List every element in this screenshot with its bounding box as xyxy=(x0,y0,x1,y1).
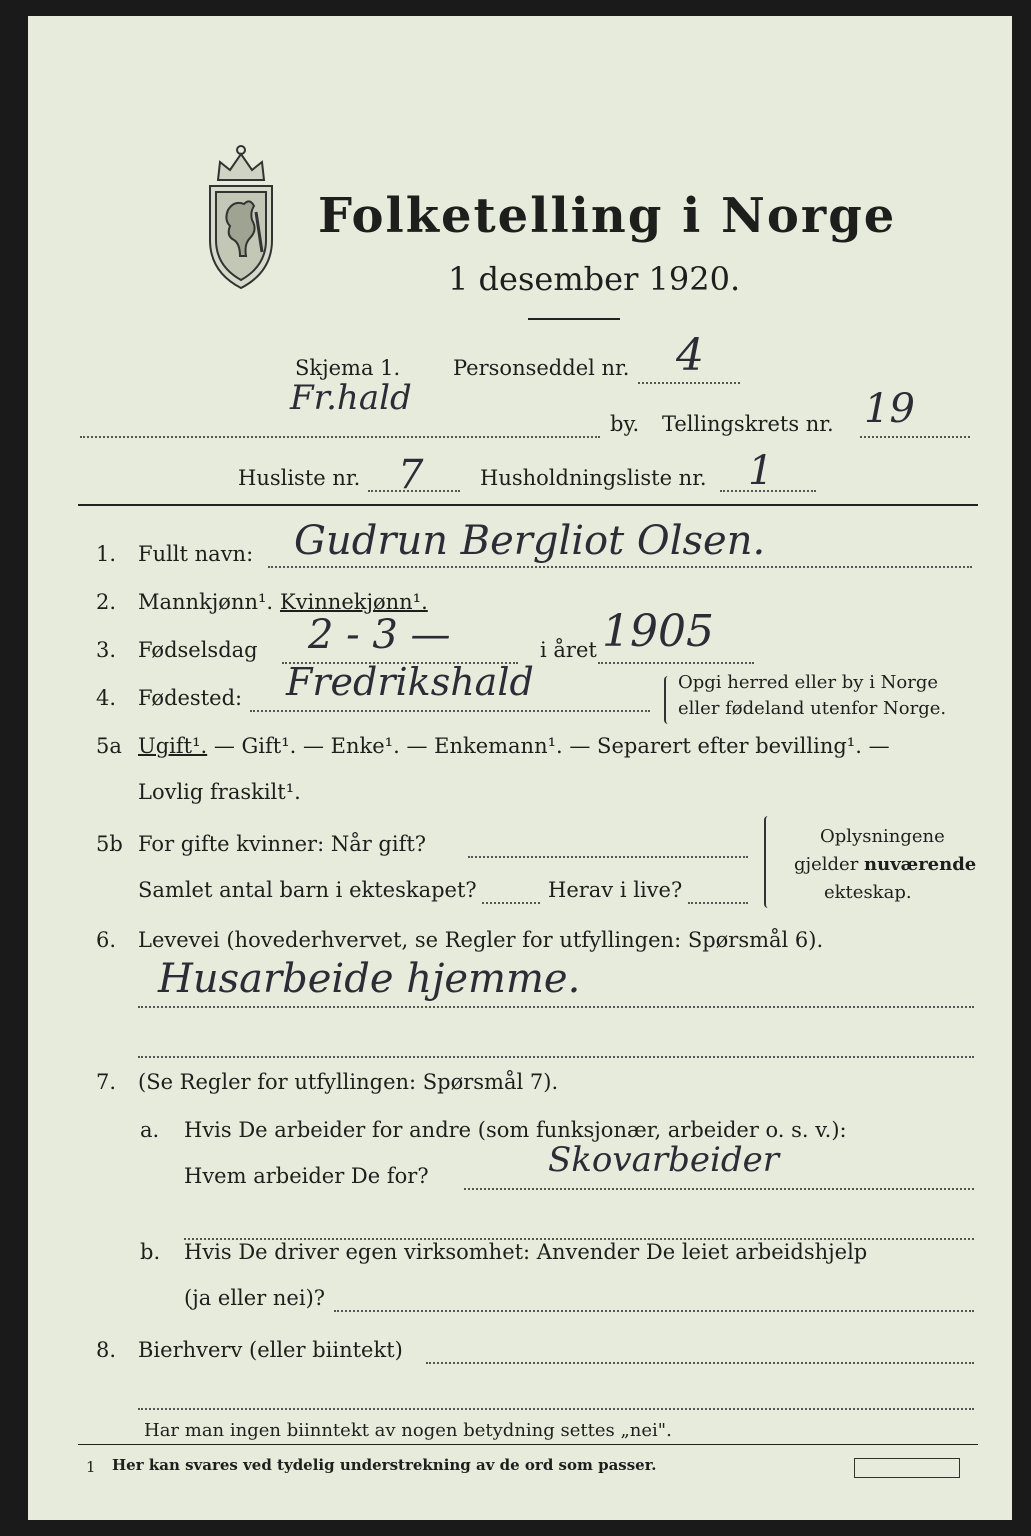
footnote-separator xyxy=(78,1444,978,1445)
q6-line2 xyxy=(138,1056,974,1058)
birthday-value[interactable]: 2 - 3 — xyxy=(308,612,451,658)
q4-line xyxy=(250,710,650,712)
city-value[interactable]: Fr.hald xyxy=(290,378,412,418)
q5b-brace xyxy=(764,816,772,908)
q1-number: 1. xyxy=(96,542,117,566)
tellingskrets-value[interactable]: 19 xyxy=(864,386,915,432)
q5b-note-line3: ekteskap. xyxy=(824,882,912,903)
census-form xyxy=(28,16,1012,1520)
husholdningsliste-value[interactable]: 1 xyxy=(748,448,774,494)
q5b-married-label: For gifte kvinner: Når gift? xyxy=(138,832,427,856)
full-name-value[interactable]: Gudrun Bergliot Olsen. xyxy=(294,518,766,564)
q4-brace xyxy=(664,676,672,724)
q2-number: 2. xyxy=(96,590,117,614)
personseddel-label: Personseddel nr. xyxy=(453,356,630,380)
q7-label: (Se Regler for utfyllingen: Spørsmål 7). xyxy=(138,1070,559,1094)
gender-male-option[interactable]: Mannkjønn¹. xyxy=(138,590,274,614)
husholdningsliste-label: Husholdningsliste nr. xyxy=(480,466,707,490)
marital-divorced-option[interactable]: Lovlig fraskilt¹. xyxy=(138,780,301,804)
q1-label: Fullt navn: xyxy=(138,542,254,566)
q7b-label: (ja eller nei)? xyxy=(184,1286,326,1310)
q7b-line xyxy=(334,1310,974,1312)
q7a-letter: a. xyxy=(140,1118,160,1142)
footnote-mark: 1 xyxy=(86,1458,96,1476)
year-line xyxy=(598,662,754,664)
q7a-employer-label: Hvem arbeider De for? xyxy=(184,1164,429,1188)
tellingskrets-line xyxy=(860,436,970,438)
schema-label: Skjema 1. xyxy=(295,356,401,380)
q5b-note-line1: Oplysningene xyxy=(820,826,945,847)
tellingskrets-label: Tellingskrets nr. xyxy=(662,412,834,436)
q5b-married-line xyxy=(468,856,748,858)
q5b-alive-line xyxy=(688,902,748,904)
q5b-note-line2: gjelder nuværende xyxy=(794,854,977,875)
header-separator xyxy=(78,504,978,506)
q7a-line1 xyxy=(464,1188,974,1190)
birth-year-value[interactable]: 1905 xyxy=(602,606,714,657)
q3-label: Fødselsdag xyxy=(138,638,258,662)
marital-other-options[interactable]: — Gift¹. — Enke¹. — Enkemann¹. — Separert efter bevilling¹. — xyxy=(207,734,890,758)
q5a-options xyxy=(138,734,890,758)
q7-number: 7. xyxy=(96,1070,117,1094)
q4-note-line2: eller fødeland utenfor Norge. xyxy=(678,698,947,719)
q5a-number: 5a xyxy=(96,734,122,758)
q8-line2 xyxy=(138,1408,974,1410)
personseddel-line xyxy=(638,382,740,384)
q5b-alive-label: Herav i live? xyxy=(548,878,683,902)
q8-label: Bierhverv (eller biintekt) xyxy=(138,1338,403,1362)
birthplace-value[interactable]: Fredrikshald xyxy=(286,660,534,704)
title-divider xyxy=(528,318,620,320)
employer-value[interactable]: Skovarbeider xyxy=(548,1140,779,1180)
q8-number: 8. xyxy=(96,1338,117,1362)
form-title: Folketelling i Norge xyxy=(318,188,897,244)
q6-label: Levevei (hovederhvervet, se Regler for utfyllingen: Spørsmål 6). xyxy=(138,928,824,952)
by-label: by. xyxy=(610,412,640,436)
footnote-text: Her kan svares ved tydelig understrekning av de ord som passer. xyxy=(112,1456,657,1474)
marital-unmarried-option[interactable]: Ugift¹. xyxy=(138,734,208,758)
q4-number: 4. xyxy=(96,686,117,710)
occupation-value[interactable]: Husarbeide hjemme. xyxy=(158,956,581,1002)
husliste-value[interactable]: 7 xyxy=(398,452,424,498)
q5b-children-line xyxy=(482,902,540,904)
q6-line1 xyxy=(138,1006,974,1008)
q7a-text: Hvis De arbeider for andre (som funksjonær, arbeider o. s. v.): xyxy=(184,1118,847,1142)
printer-stamp xyxy=(854,1458,960,1478)
q4-label: Fødested: xyxy=(138,686,243,710)
q6-number: 6. xyxy=(96,928,117,952)
q7b-text: Hvis De driver egen virksomhet: Anvender De leiet arbeidshjelp xyxy=(184,1240,868,1264)
husliste-label: Husliste nr. xyxy=(238,466,361,490)
year-label: i året xyxy=(540,638,597,662)
q5b-number: 5b xyxy=(96,832,123,856)
census-date: 1 desember 1920. xyxy=(448,260,741,298)
q1-line xyxy=(268,566,972,568)
coat-of-arms-icon xyxy=(200,140,282,292)
q3-number: 3. xyxy=(96,638,117,662)
q8-line1 xyxy=(426,1362,974,1364)
q8-note: Har man ingen biinntekt av nogen betydning settes „nei". xyxy=(144,1420,672,1441)
q7b-letter: b. xyxy=(140,1240,161,1264)
city-line xyxy=(80,436,600,438)
gender-female-option[interactable]: Kvinnekjønn¹. xyxy=(280,590,428,614)
q4-note-line1: Opgi herred eller by i Norge xyxy=(678,672,939,693)
personseddel-value[interactable]: 4 xyxy=(676,330,704,381)
q5b-children-label: Samlet antal barn i ekteskapet? xyxy=(138,878,477,902)
